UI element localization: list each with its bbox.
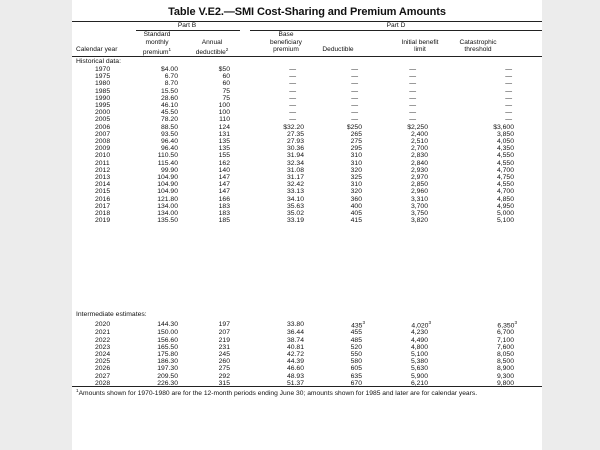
initial-limit-cell: 4,490 (410, 336, 428, 344)
catastrophic-threshold-cell: $3,600 (493, 123, 514, 131)
table-row (72, 365, 542, 372)
deductible-cell: 550 (350, 351, 362, 359)
annual-deductible-cell: 110 (219, 116, 230, 124)
header-annual-deductible: Annual deductible$^2$ (195, 38, 229, 57)
initial-limit-cell: — (409, 109, 416, 117)
deductible-cell: $435^3$ (351, 320, 365, 330)
annual-deductible-cell: 292 (218, 372, 230, 380)
standard-premium-cell: 121.80 (157, 195, 178, 203)
year-cell: 1980 (95, 80, 111, 88)
table-row (72, 167, 542, 174)
catastrophic-threshold-cell: — (505, 109, 512, 117)
standard-premium-cell: 144.30 (157, 320, 178, 328)
base-premium-cell: 35.63 (286, 202, 304, 210)
table-row (72, 358, 542, 365)
base-premium-cell: 40.81 (286, 343, 304, 351)
initial-limit-cell: 6,210 (410, 379, 428, 387)
table-title: Table V.E2.—SMI Cost-Sharing and Premium Amounts (168, 6, 446, 18)
catastrophic-threshold-cell: — (505, 80, 512, 88)
year-cell: 1995 (95, 102, 111, 110)
initial-limit-cell: $2,250 (407, 123, 428, 131)
base-premium-cell: 27.35 (286, 130, 304, 138)
footnote-marker: 3 (362, 320, 365, 325)
standard-premium-cell: 104.90 (157, 188, 178, 196)
standard-premium-cell: 96.40 (160, 145, 178, 153)
annual-deductible-cell: 147 (218, 181, 230, 189)
base-premium-cell: 46.60 (286, 365, 304, 373)
annual-deductible-cell: 185 (218, 217, 230, 225)
catastrophic-threshold-cell: — (505, 102, 512, 110)
initial-limit-cell: 2,850 (410, 181, 428, 189)
base-premium-cell: 32.42 (286, 181, 304, 189)
catastrophic-threshold-cell: 5,000 (496, 210, 514, 218)
year-cell: 2027 (95, 372, 111, 380)
year-cell: 2023 (95, 343, 111, 351)
year-cell: 2011 (95, 159, 110, 167)
deductible-cell: — (351, 109, 358, 117)
annual-deductible-cell: 60 (222, 80, 230, 88)
catastrophic-threshold-cell: 4,700 (496, 166, 514, 174)
initial-limit-cell: — (409, 73, 416, 81)
base-premium-cell: — (289, 109, 296, 117)
base-premium-cell: — (289, 66, 296, 73)
annual-deductible-cell: 183 (218, 210, 230, 218)
initial-limit-cell: 5,900 (410, 372, 428, 380)
year-cell: 2010 (95, 152, 111, 160)
annual-deductible-cell: 162 (218, 159, 230, 167)
table-row (72, 116, 542, 123)
catastrophic-threshold-cell: 7,600 (496, 343, 514, 351)
annual-deductible-cell: 135 (218, 145, 230, 153)
table-row (72, 145, 542, 152)
table-row (72, 203, 542, 210)
header-rule (72, 56, 542, 57)
deductible-cell: — (351, 94, 358, 102)
annual-deductible-cell: 183 (218, 202, 230, 210)
deductible-cell: 310 (350, 181, 362, 189)
initial-limit-cell: — (409, 80, 416, 88)
initial-limit-cell: 3,310 (410, 195, 428, 203)
annual-deductible-cell: 140 (218, 166, 230, 174)
standard-premium-cell: 110.50 (157, 152, 178, 160)
standard-premium-cell: 6.70 (164, 73, 178, 81)
deductible-cell: 635 (350, 372, 362, 380)
table-row (72, 210, 542, 217)
base-premium-cell: 31.94 (286, 152, 304, 160)
table-row (72, 373, 542, 380)
standard-premium-cell: 135.50 (157, 217, 178, 225)
table-row (72, 174, 542, 181)
catastrophic-threshold-cell: — (505, 116, 512, 124)
base-premium-cell: 42.72 (286, 351, 304, 359)
header-catastrophic-threshold: Catastrophic threshold (459, 38, 497, 54)
deductible-cell: 360 (350, 195, 362, 203)
base-premium-cell: 35.02 (286, 210, 304, 218)
initial-limit-cell: 2,930 (410, 166, 428, 174)
footnote: $^1$Amounts shown for 1970-1980 are for the 12-month periods ending June 30; amounts shown for 1985 and later are for calendar years. (76, 388, 478, 398)
year-cell: 2008 (95, 138, 111, 146)
standard-premium-cell: 134.00 (157, 210, 178, 218)
table-row (72, 344, 542, 351)
initial-limit-cell: — (409, 94, 416, 102)
standard-premium-cell: 8.70 (164, 80, 178, 88)
initial-limit-cell: 2,700 (410, 145, 428, 153)
table-row (72, 95, 542, 102)
base-premium-cell: 44.39 (286, 358, 304, 366)
annual-deductible-cell: 155 (218, 152, 230, 160)
year-cell: 2024 (95, 351, 111, 359)
catastrophic-threshold-cell: 4,700 (496, 188, 514, 196)
annual-deductible-cell: 100 (218, 102, 230, 110)
header-deductible: Deductible (322, 46, 354, 54)
historical-table (72, 66, 542, 224)
standard-premium-cell: 88.50 (160, 123, 178, 131)
initial-limit-cell: 2,970 (410, 174, 428, 182)
footnote-marker: 3 (428, 320, 431, 325)
deductible-cell: — (351, 116, 358, 124)
base-premium-cell: 36.44 (286, 329, 304, 337)
table-row (72, 102, 542, 109)
header-base-premium: Base beneficiary premium (270, 31, 302, 54)
footnote-marker: 3 (514, 320, 517, 325)
table-row (72, 160, 542, 167)
initial-limit-cell: 5,380 (410, 358, 428, 366)
header-initial-benefit-limit: Initial benefit limit (401, 38, 439, 54)
base-premium-cell: 38.74 (286, 336, 304, 344)
initial-limit-cell: — (409, 66, 416, 73)
year-cell: 2009 (95, 145, 111, 153)
initial-limit-cell: — (409, 87, 416, 95)
catastrophic-threshold-cell: 6,700 (496, 329, 514, 337)
year-cell: 2018 (95, 210, 111, 218)
year-cell: 2000 (95, 109, 111, 117)
base-premium-cell: 27.93 (286, 138, 304, 146)
catastrophic-threshold-cell: 8,500 (496, 358, 514, 366)
table-row (72, 196, 542, 203)
year-cell: 2026 (95, 365, 111, 373)
year-cell: 2007 (95, 130, 111, 138)
standard-premium-cell: 150.00 (157, 329, 178, 337)
deductible-cell: 415 (350, 217, 362, 225)
initial-limit-cell: 3,750 (410, 210, 428, 218)
base-premium-cell: 30.36 (286, 145, 304, 153)
catastrophic-threshold-cell: — (505, 73, 512, 81)
deductible-cell: 580 (350, 358, 362, 366)
deductible-cell: 295 (350, 145, 362, 153)
annual-deductible-cell: 275 (218, 365, 230, 373)
annual-deductible-cell: 75 (222, 94, 230, 102)
annual-deductible-cell: 315 (218, 379, 230, 387)
deductible-cell: — (351, 102, 358, 110)
catastrophic-threshold-cell: 3,850 (496, 130, 514, 138)
base-premium-cell: — (289, 80, 296, 88)
annual-deductible-cell: 197 (218, 320, 230, 328)
part-d-label: Part D (386, 22, 406, 29)
deductible-cell: 605 (350, 365, 362, 373)
standard-premium-cell: 186.30 (157, 358, 178, 366)
table-row (72, 131, 542, 138)
year-cell: 2006 (95, 123, 111, 131)
initial-limit-cell: 3,820 (410, 217, 428, 225)
catastrophic-threshold-cell: — (505, 87, 512, 95)
catastrophic-threshold-cell: 8,900 (496, 365, 514, 373)
initial-limit-cell: 2,510 (410, 138, 428, 146)
annual-deductible-cell: 124 (218, 123, 230, 131)
part-b-label: Part B (177, 22, 197, 29)
annual-deductible-cell: 75 (222, 87, 230, 95)
base-premium-cell: — (289, 94, 296, 102)
catastrophic-threshold-cell: 4,950 (496, 202, 514, 210)
annual-deductible-cell: 60 (222, 73, 230, 81)
year-cell: 2013 (95, 174, 111, 182)
table-row (72, 88, 542, 95)
deductible-cell: 325 (350, 174, 362, 182)
standard-premium-cell: 197.30 (157, 365, 178, 373)
year-cell: 2014 (95, 181, 111, 189)
table-row (72, 124, 542, 131)
base-premium-cell: 32.34 (286, 159, 304, 167)
base-premium-cell: 31.17 (286, 174, 304, 182)
header-standard-premium: Standard monthly premium$^1$ (142, 31, 172, 57)
standard-premium-cell: 15.50 (160, 87, 178, 95)
standard-premium-cell: 115.40 (157, 159, 178, 167)
base-premium-cell: — (289, 87, 296, 95)
base-premium-cell: — (289, 102, 296, 110)
deductible-cell: — (351, 87, 358, 95)
table-row (72, 351, 542, 358)
catastrophic-threshold-cell: 4,050 (496, 138, 514, 146)
initial-limit-cell: 4,800 (410, 343, 428, 351)
standard-premium-cell: 28.60 (160, 94, 178, 102)
annual-deductible-cell: 166 (218, 195, 230, 203)
deductible-cell: 455 (350, 329, 362, 337)
base-premium-cell: — (289, 73, 296, 81)
base-premium-cell: $32.20 (283, 123, 304, 131)
base-premium-cell: 33.19 (286, 217, 304, 225)
table-row (72, 337, 542, 344)
year-cell: 2019 (95, 217, 111, 225)
catastrophic-threshold-cell: 9,800 (496, 379, 514, 387)
table-row (72, 181, 542, 188)
standard-premium-cell: 99.90 (160, 166, 178, 174)
deductible-cell: $250 (346, 123, 362, 131)
deductible-cell: 520 (350, 343, 362, 351)
catastrophic-threshold-cell: 5,100 (496, 217, 514, 225)
catastrophic-threshold-cell: 9,300 (496, 372, 514, 380)
standard-premium-cell: 104.90 (157, 174, 178, 182)
base-premium-cell: 31.08 (286, 166, 304, 174)
catastrophic-threshold-cell: 4,750 (496, 174, 514, 182)
initial-limit-cell: 2,400 (410, 130, 428, 138)
catastrophic-threshold-cell: 6,350$^3$ (497, 320, 517, 330)
deductible-cell: — (351, 73, 358, 81)
initial-limit-cell: 4,020$^3$ (411, 320, 431, 330)
intermediate-label: Intermediate estimates: (76, 311, 147, 318)
base-premium-cell: 33.13 (286, 188, 304, 196)
table-row (72, 188, 542, 195)
initial-limit-cell: — (409, 116, 416, 124)
standard-premium-cell: 134.00 (157, 202, 178, 210)
initial-limit-cell: 2,830 (410, 152, 428, 160)
annual-deductible-cell: 231 (218, 343, 230, 351)
annual-deductible-cell: 260 (218, 358, 230, 366)
table-row (72, 138, 542, 145)
table-page (72, 0, 542, 450)
annual-deductible-cell: 100 (218, 109, 230, 117)
initial-limit-cell: 2,840 (410, 159, 428, 167)
catastrophic-threshold-cell: 4,350 (496, 145, 514, 153)
standard-premium-cell: 45.50 (160, 109, 178, 117)
annual-deductible-cell: 135 (218, 138, 230, 146)
historical-label: Historical data: (76, 58, 121, 65)
initial-limit-cell: 5,100 (410, 351, 428, 359)
table-row (72, 66, 542, 73)
deductible-cell: 320 (350, 166, 362, 174)
standard-premium-cell: 93.50 (160, 130, 178, 138)
initial-limit-cell: 2,960 (410, 188, 428, 196)
year-cell: 2020 (95, 320, 111, 328)
year-cell: 2021 (95, 329, 111, 337)
year-cell: 2017 (95, 202, 111, 210)
catastrophic-threshold-cell: 7,100 (496, 336, 514, 344)
year-cell: 1990 (95, 94, 111, 102)
deductible-cell: 485 (350, 336, 362, 344)
standard-premium-cell: 209.50 (157, 372, 178, 380)
annual-deductible-cell: 245 (218, 351, 230, 359)
initial-limit-cell: 3,700 (410, 202, 428, 210)
standard-premium-cell: 96.40 (160, 138, 178, 146)
annual-deductible-cell: 207 (218, 329, 230, 337)
year-cell: 1985 (95, 87, 111, 95)
annual-deductible-cell: 147 (218, 188, 230, 196)
deductible-cell: 670 (350, 379, 362, 387)
base-premium-cell: 51.37 (286, 379, 304, 387)
catastrophic-threshold-cell: — (505, 66, 512, 73)
intermediate-table (72, 319, 542, 387)
table-row (72, 152, 542, 159)
standard-premium-cell: $4.00 (160, 66, 178, 73)
catastrophic-threshold-cell: 4,850 (496, 195, 514, 203)
initial-limit-cell: 5,630 (410, 365, 428, 373)
catastrophic-threshold-cell: 4,550 (496, 152, 514, 160)
deductible-cell: 320 (350, 188, 362, 196)
year-cell: 1975 (95, 73, 111, 81)
table-row (72, 80, 542, 87)
catastrophic-threshold-cell: 8,050 (496, 351, 514, 359)
catastrophic-threshold-cell: — (505, 94, 512, 102)
year-cell: 2012 (95, 166, 111, 174)
standard-premium-cell: 104.90 (157, 181, 178, 189)
deductible-cell: 400 (350, 202, 362, 210)
deductible-cell: 265 (350, 130, 362, 138)
year-cell: 2016 (95, 195, 111, 203)
annual-deductible-cell: 147 (218, 174, 230, 182)
annual-deductible-cell: 219 (218, 336, 230, 344)
deductible-cell: 310 (350, 152, 362, 160)
annual-deductible-cell: 131 (218, 130, 230, 138)
base-premium-cell: 48.93 (286, 372, 304, 380)
deductible-cell: — (351, 66, 358, 73)
standard-premium-cell: 78.20 (160, 116, 178, 124)
year-cell: 2025 (95, 358, 111, 366)
year-cell: 1970 (95, 66, 111, 73)
base-premium-cell: — (289, 116, 296, 124)
catastrophic-threshold-cell: 4,550 (496, 181, 514, 189)
table-row (72, 329, 542, 336)
initial-limit-cell: 4,230 (410, 329, 428, 337)
table-row (72, 73, 542, 80)
year-cell: 2028 (95, 379, 111, 387)
year-cell: 2005 (95, 116, 111, 124)
year-cell: 2015 (95, 188, 111, 196)
standard-premium-cell: 156.60 (157, 336, 178, 344)
annual-deductible-cell: $50 (218, 66, 230, 73)
standard-premium-cell: 175.80 (157, 351, 178, 359)
table-row (72, 319, 542, 329)
initial-limit-cell: — (409, 102, 416, 110)
standard-premium-cell: 46.10 (160, 102, 178, 110)
deductible-cell: — (351, 80, 358, 88)
header-calendar-year: Calendar year (76, 46, 118, 54)
table-row (72, 217, 542, 224)
deductible-cell: 405 (350, 210, 362, 218)
catastrophic-threshold-cell: 4,550 (496, 159, 514, 167)
deductible-cell: 275 (350, 138, 362, 146)
table-row (72, 109, 542, 116)
deductible-cell: 310 (350, 159, 362, 167)
standard-premium-cell: 165.50 (157, 343, 178, 351)
year-cell: 2022 (95, 336, 111, 344)
standard-premium-cell: 226.30 (157, 379, 178, 387)
base-premium-cell: 34.10 (286, 195, 304, 203)
base-premium-cell: 33.80 (286, 320, 304, 328)
